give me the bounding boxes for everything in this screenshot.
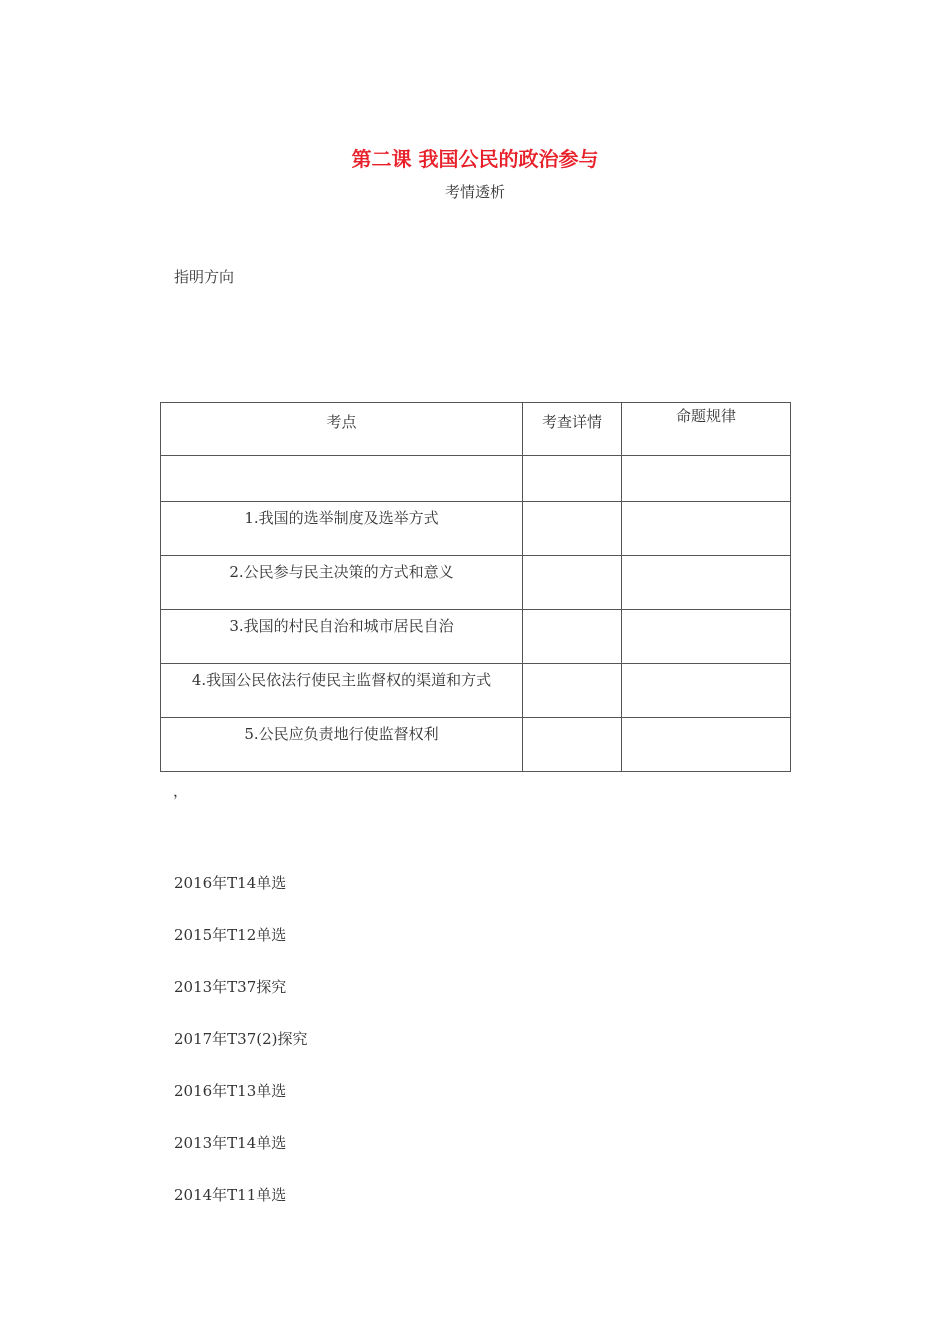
table-cell [622, 556, 791, 610]
exam-record: 2014年T11单选 [174, 1186, 287, 1204]
table-cell [622, 718, 791, 772]
lesson-subtitle: 考情透析 [444, 183, 505, 201]
table-cell [523, 664, 622, 718]
table-cell [523, 718, 622, 772]
header-pattern: 命题规律 [622, 403, 791, 456]
table-cell [523, 502, 622, 556]
table-cell [622, 456, 791, 502]
exam-record: 2017年T37(2)探究 [174, 1030, 308, 1048]
table-row [161, 610, 791, 664]
table-cell [161, 456, 523, 502]
table-row [161, 718, 791, 772]
exam-point-cell: 3.我国的村民自治和城市居民自治 [161, 610, 523, 664]
table-cell [622, 610, 791, 664]
table-row [161, 502, 791, 556]
exam-point-cell: 2.公民参与民主决策的方式和意义 [161, 556, 523, 610]
exam-point-cell: 1.我国的选举制度及选举方式 [161, 502, 523, 556]
exam-point-cell: 4.我国公民依法行使民主监督权的渠道和方式 [161, 664, 523, 718]
table-cell [622, 664, 791, 718]
table-row [161, 556, 791, 610]
exam-point-cell: 5.公民应负责地行使监督权利 [161, 718, 523, 772]
lesson-title: 第二课 我国公民的政治参与 [351, 147, 599, 171]
section-heading: 指明方向 [174, 268, 235, 286]
exam-record: 2013年T37探究 [174, 978, 287, 996]
table-header-row [161, 403, 791, 456]
exam-record: 2016年T13单选 [174, 1082, 287, 1100]
header-exam-point: 考点 [161, 403, 523, 456]
exam-record: 2013年T14单选 [174, 1134, 287, 1152]
table-row-blank [161, 456, 791, 502]
exam-points-table [160, 402, 791, 772]
exam-record: 2015年T12单选 [174, 926, 287, 944]
table-cell [523, 556, 622, 610]
stray-comma: ， [173, 782, 189, 800]
table-cell [622, 502, 791, 556]
table-cell [523, 610, 622, 664]
exam-record-list [174, 874, 308, 1238]
table-cell [523, 456, 622, 502]
table-row [161, 664, 791, 718]
exam-record: 2016年T14单选 [174, 874, 287, 892]
header-exam-details: 考查详情 [523, 403, 622, 456]
